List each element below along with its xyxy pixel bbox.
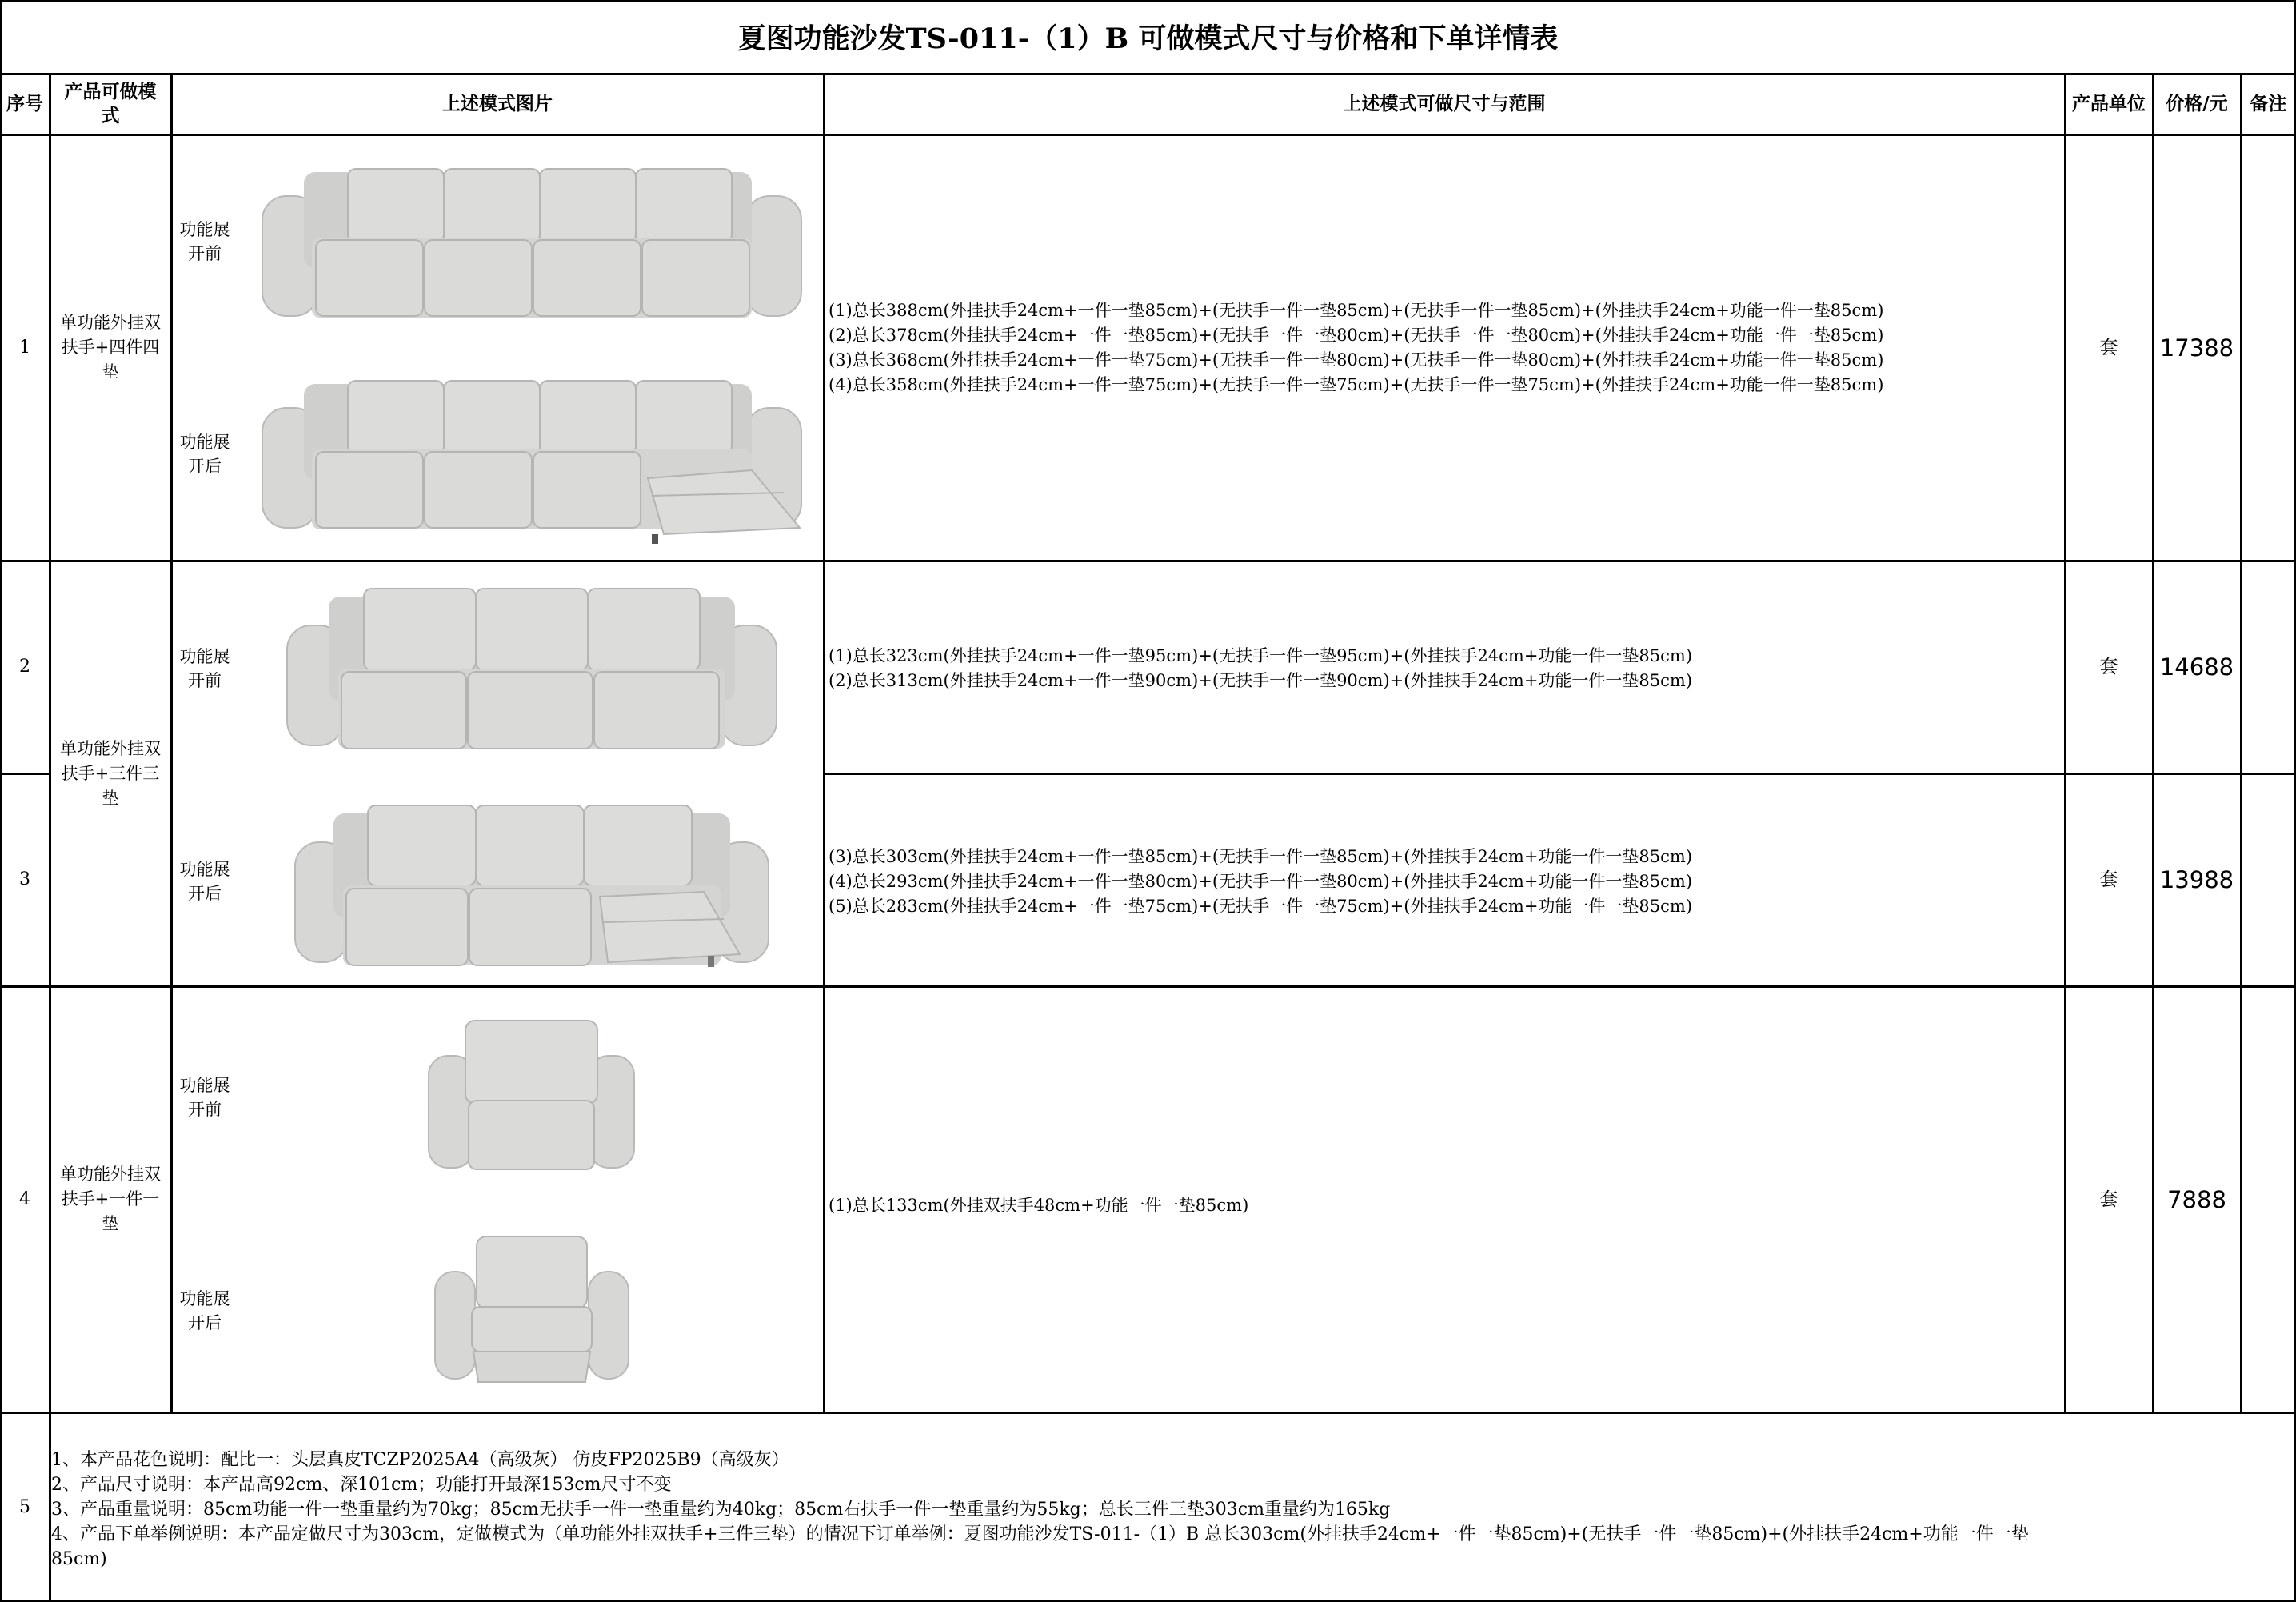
- header-unit: 产品单位: [2072, 94, 2146, 114]
- dims-line: (3)总长303cm(外挂扶手24cm+一件一垫85cm)+(无扶手一件一垫85cm)+(外挂扶手24cm+功能一件一垫85cm): [829, 847, 1693, 866]
- dims-line: (4)总长358cm(外挂扶手24cm+一件一垫75cm)+(无扶手一件一垫75cm)+(无扶手一件一垫75cm)+(外挂扶手24cm+功能一件一垫85cm): [829, 375, 1884, 394]
- header-index: 序号: [6, 94, 43, 114]
- armchair-closed-image: [425, 1016, 637, 1176]
- row-2-price: 14688: [2159, 653, 2234, 681]
- grid-line: [170, 73, 173, 1412]
- row-3-unit: 套: [2099, 869, 2118, 890]
- grid-line: [0, 134, 2296, 136]
- footer-notes: [51, 1448, 2282, 1572]
- row-1-index: 1: [19, 337, 30, 358]
- row-4-unit: 套: [2099, 1189, 2118, 1210]
- grid-line: [823, 73, 825, 1412]
- grid-line: [0, 985, 2296, 988]
- row-3-dims: [829, 845, 1692, 919]
- header-note: 备注: [2250, 94, 2287, 114]
- dims-line: (1)总长133cm(外挂双扶手48cm+功能一件一垫85cm): [829, 1196, 1249, 1215]
- sofa-3seat-closed-image: [284, 585, 780, 755]
- note-line: 1、本产品花色说明：配比一：头层真皮TCZP2025A4（高级灰） 仿皮FP2025B9（高级灰）: [51, 1450, 789, 1470]
- row-2-3-mode: 单功能外挂双扶手+三件三垫: [60, 738, 161, 808]
- dims-line: (5)总长283cm(外挂扶手24cm+一件一垫75cm)+(无扶手一件一垫75cm)+(外挂扶手24cm+功能一件一垫85cm): [829, 897, 1693, 916]
- note-line: 3、产品重量说明：85cm功能一件一垫重量约为70kg；85cm无扶手一件一垫重量约为40kg；85cm右扶手一件一垫重量约为55kg；总长三件三垫303cm重量约为165kg: [51, 1500, 1391, 1520]
- dims-line: (2)总长378cm(外挂扶手24cm+一件一垫85cm)+(无扶手一件一垫80cm)+(无扶手一件一垫80cm)+(外挂扶手24cm+功能一件一垫85cm): [829, 326, 1884, 345]
- grid-line: [824, 773, 2296, 775]
- row-4-label-before: 功能展开前: [179, 1076, 230, 1119]
- row-1-mode: 单功能外挂双扶手+四件四垫: [60, 313, 161, 382]
- dims-line: (1)总长388cm(外挂扶手24cm+一件一垫85cm)+(无扶手一件一垫85cm)+(无扶手一件一垫85cm)+(外挂扶手24cm+功能一件一垫85cm): [829, 301, 1884, 320]
- row-2-index: 2: [19, 657, 30, 677]
- grid-line: [0, 0, 2296, 2]
- header-image: 上述模式图片: [442, 94, 553, 114]
- grid-line: [2240, 73, 2242, 1412]
- grid-line: [0, 1412, 2296, 1414]
- grid-line: [0, 0, 2, 1602]
- row-4-price: 7888: [2167, 1185, 2226, 1213]
- grid-line: [2064, 73, 2066, 1412]
- dims-line: (1)总长323cm(外挂扶手24cm+一件一垫95cm)+(无扶手一件一垫95cm)+(外挂扶手24cm+功能一件一垫85cm): [829, 646, 1693, 665]
- row-3-label-after: 功能展开后: [179, 860, 230, 903]
- row-3-index: 3: [19, 869, 30, 889]
- row-3-price: 13988: [2159, 866, 2234, 893]
- sofa-4seat-open-image: [256, 376, 808, 548]
- grid-line: [0, 560, 2296, 562]
- grid-line: [0, 73, 2296, 75]
- row-4-dims: [829, 1193, 1248, 1218]
- header-mode: 产品可做模式: [64, 82, 157, 126]
- grid-line: [2152, 73, 2154, 1412]
- row-2-dims: [829, 644, 1692, 693]
- grid-line: [49, 73, 51, 1602]
- note-line: 85cm): [51, 1549, 107, 1569]
- sofa-3seat-open-image: [292, 802, 772, 972]
- dims-line: (3)总长368cm(外挂扶手24cm+一件一垫75cm)+(无扶手一件一垫80cm)+(无扶手一件一垫80cm)+(外挂扶手24cm+功能一件一垫85cm): [829, 350, 1884, 370]
- dims-line: (4)总长293cm(外挂扶手24cm+一件一垫80cm)+(无扶手一件一垫80cm)+(外挂扶手24cm+功能一件一垫85cm): [829, 872, 1693, 891]
- row-4-label-after: 功能展开后: [179, 1289, 230, 1332]
- page-title: 夏图功能沙发TS-011-（1）B 可做模式尺寸与价格和下单详情表: [737, 22, 1559, 55]
- note-line: 2、产品尺寸说明：本产品高92cm、深101cm；功能打开最深153cm尺寸不变: [51, 1475, 672, 1495]
- header-price: 价格/元: [2166, 94, 2228, 114]
- row-1-price: 17388: [2159, 334, 2234, 362]
- row-2-label-before: 功能展开前: [179, 647, 230, 690]
- grid-line: [0, 773, 50, 775]
- row-2-unit: 套: [2099, 657, 2118, 677]
- row-1-label-before: 功能展开前: [179, 220, 230, 263]
- header-dims: 上述模式可做尺寸与范围: [1343, 94, 1546, 114]
- row-1-dims: [829, 298, 1883, 398]
- dims-line: (2)总长313cm(外挂扶手24cm+一件一垫90cm)+(无扶手一件一垫90cm)+(外挂扶手24cm+功能一件一垫85cm): [829, 671, 1693, 690]
- row-4-mode: 单功能外挂双扶手+一件一垫: [60, 1165, 161, 1233]
- armchair-open-image: [432, 1232, 632, 1388]
- row-4-index: 4: [19, 1189, 30, 1209]
- sofa-4seat-closed-image: [256, 164, 808, 324]
- row-1-label-after: 功能展开后: [179, 433, 230, 476]
- footer-index: 5: [19, 1496, 30, 1517]
- note-line: 4、产品下单举例说明：本产品定做尺寸为303cm，定做模式为（单功能外挂双扶手+三件三垫）的情况下订单举例：夏图功能沙发TS-011-（1）B 总长303cm(外挂扶手24cm+一件一垫85cm)+(无扶手一件一垫85cm)+(外挂扶手24cm+功能一件一垫: [51, 1524, 2029, 1544]
- row-1-unit: 套: [2099, 337, 2118, 358]
